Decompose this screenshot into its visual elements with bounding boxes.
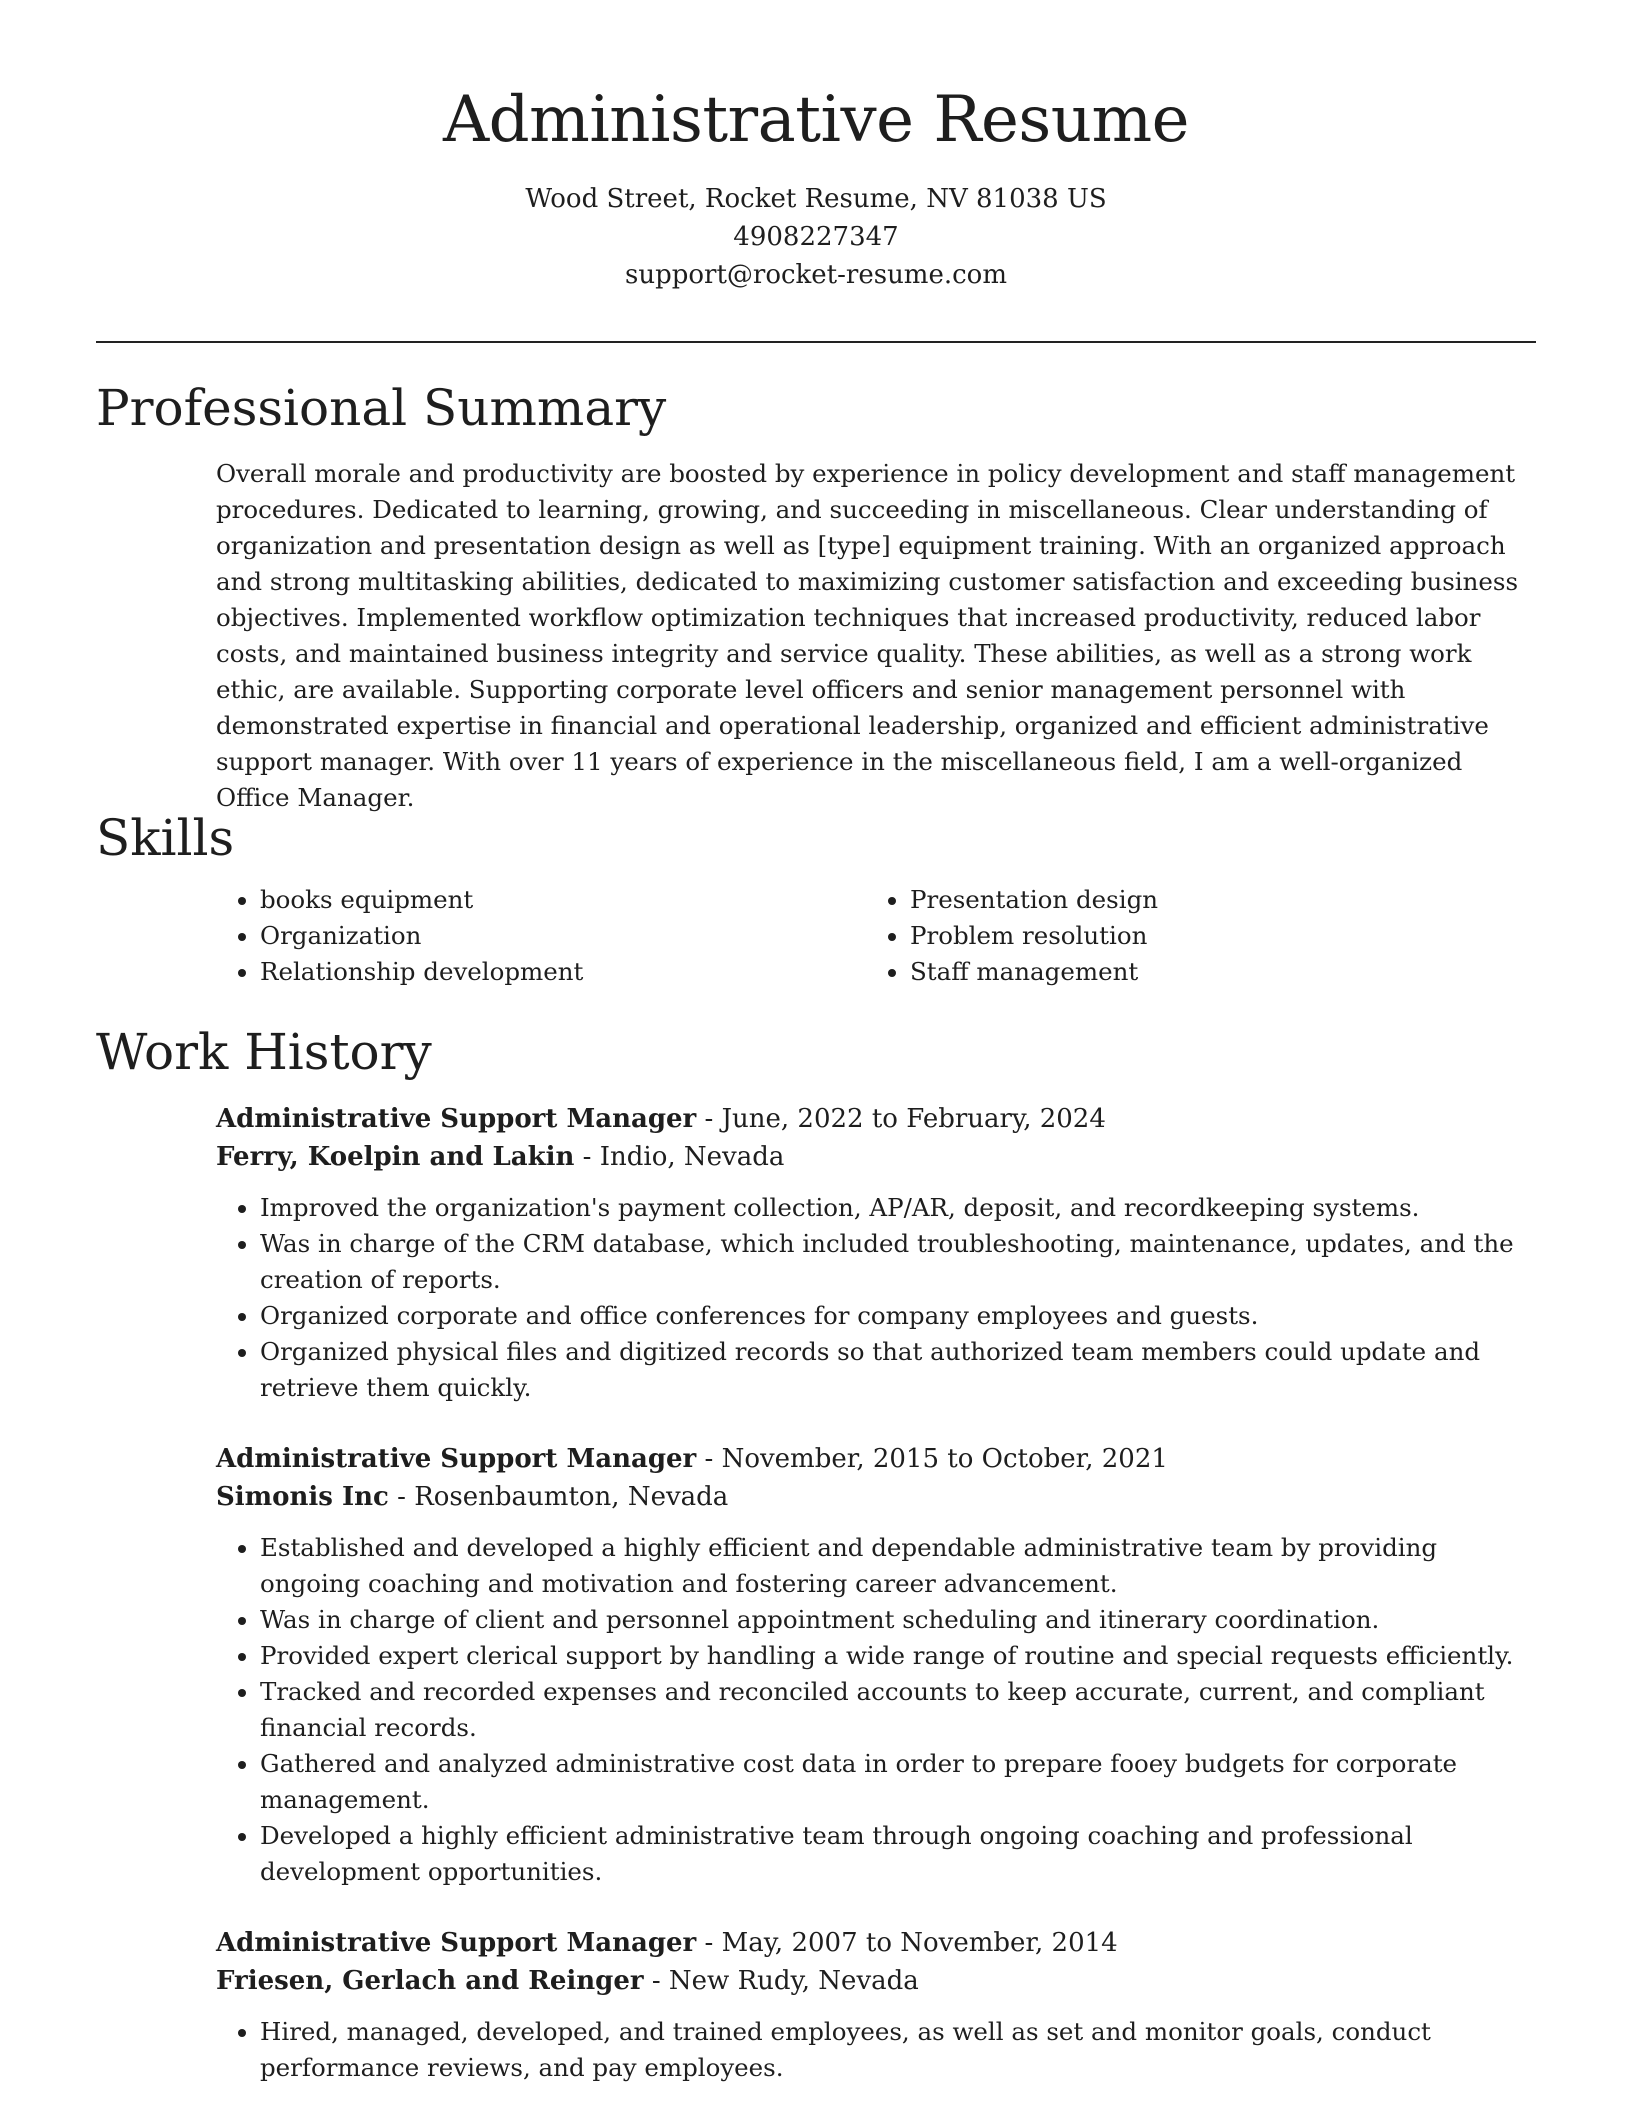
- header-divider: [96, 341, 1536, 343]
- skills-heading: Skills: [96, 809, 235, 867]
- job-title-line: Administrative Support Manager - November, 2015 to October, 2021: [216, 1444, 1168, 1474]
- summary-text: Overall morale and productivity are boosted by experience in policy development and staff management procedures. Dedicated to learning, growing, and succeeding in miscellaneous. Clear understanding of organization and presentation design as well as [type] equipment training. With an organized approach and strong multitasking abilities, dedicated to maximizing customer satisfaction and exceeding business objectives. Implemented workflow optimization techniques that increased productivity, reduced labor costs, and maintained business integrity and service quality. These abilities, as well as a strong work ethic, are available. Supporting corporate level officers and senior management personnel with demonstrated expertise in financial and operational leadership, organized and efficient administrative support manager. With over 11 years of experience in the miscellaneous field, I am a well-organized Office Manager.: [216, 459, 1519, 812]
- job-entry: [216, 1440, 1536, 1890]
- summary-heading: Professional Summary: [96, 379, 667, 437]
- job-bullets: [216, 1530, 1536, 1890]
- work-heading: Work History: [96, 1023, 432, 1081]
- skills-list-left: [216, 882, 866, 990]
- skills-grid: [216, 882, 1536, 990]
- job-bullet: • Gathered and analyzed administrative cost data in order to prepare fooey budgets for corporate management.: [260, 1746, 1536, 1818]
- job-location: Rosenbaumton, Nevada: [414, 1482, 729, 1512]
- skills-list-right: [866, 882, 1516, 990]
- job-company-line: Friesen, Gerlach and Reinger - New Rudy, Nevada: [216, 1966, 919, 1996]
- job-company: Friesen, Gerlach and Reinger: [216, 1966, 644, 1996]
- job-bullet: • Organized physical files and digitized records so that authorized team members could update and retrieve them quickly.: [260, 1334, 1536, 1406]
- job-location: New Rudy, Nevada: [668, 1966, 919, 1996]
- job-entry: [216, 1100, 1536, 1406]
- job-entry: [216, 1924, 1536, 2086]
- job-bullet: • Established and developed a highly efficient and dependable administrative team by providing ongoing coaching and motivation and fostering career advancement.: [260, 1530, 1536, 1602]
- job-bullet: • Organized corporate and office conferences for company employees and guests.: [260, 1298, 1536, 1334]
- skills-section: [96, 808, 1536, 990]
- job-company: Ferry, Koelpin and Lakin: [216, 1142, 575, 1172]
- job-title: Administrative Support Manager: [216, 1104, 697, 1134]
- job-bullet: • Was in charge of the CRM database, which included troubleshooting, maintenance, updates, and the creation of reports.: [260, 1226, 1536, 1298]
- job-title-line: Administrative Support Manager - June, 2022 to February, 2024: [216, 1104, 1106, 1134]
- skill-item: • Organization: [260, 918, 866, 954]
- contact-block: [0, 180, 1632, 294]
- job-bullet: • Hired, managed, developed, and trained employees, as well as set and monitor goals, conduct performance reviews, and pay employees.: [260, 2014, 1536, 2086]
- job-bullet: • Was in charge of client and personnel appointment scheduling and itinerary coordination.: [260, 1602, 1536, 1638]
- job-company-line: Ferry, Koelpin and Lakin - Indio, Nevada: [216, 1142, 785, 1172]
- job-dates: June, 2022 to February, 2024: [721, 1104, 1106, 1134]
- contact-email: support@rocket-resume.com: [624, 259, 1007, 290]
- skill-item: • Problem resolution: [910, 918, 1516, 954]
- job-dates: November, 2015 to October, 2021: [721, 1444, 1168, 1474]
- job-bullet: • Improved the organization's payment collection, AP/AR, deposit, and recordkeeping systems.: [260, 1190, 1536, 1226]
- skill-item: • Presentation design: [910, 882, 1516, 918]
- contact-address: Wood Street, Rocket Resume, NV 81038 US: [525, 183, 1107, 214]
- resume-header: [0, 0, 1632, 294]
- job-bullet: • Provided expert clerical support by handling a wide range of routine and special requests efficiently.: [260, 1638, 1536, 1674]
- job-title: Administrative Support Manager: [216, 1444, 697, 1474]
- job-bullets: [216, 2014, 1536, 2086]
- summary-section: [96, 378, 1536, 816]
- skill-item: • Relationship development: [260, 954, 866, 990]
- skill-item: • Staff management: [910, 954, 1516, 990]
- job-title: Administrative Support Manager: [216, 1928, 697, 1958]
- resume-title: Administrative Resume: [442, 83, 1190, 157]
- job-bullets: [216, 1190, 1536, 1406]
- job-bullet: • Developed a highly efficient administrative team through ongoing coaching and professional development opportunities.: [260, 1818, 1536, 1890]
- job-dates: May, 2007 to November, 2014: [721, 1928, 1118, 1958]
- work-section: [96, 1022, 1536, 2086]
- job-company-line: Simonis Inc - Rosenbaumton, Nevada: [216, 1482, 729, 1512]
- job-bullet: • Tracked and recorded expenses and reconciled accounts to keep accurate, current, and compliant financial records.: [260, 1674, 1536, 1746]
- job-title-line: Administrative Support Manager - May, 2007 to November, 2014: [216, 1928, 1118, 1958]
- skill-item: • books equipment: [260, 882, 866, 918]
- job-location: Indio, Nevada: [599, 1142, 785, 1172]
- contact-phone: 4908227347: [733, 221, 899, 252]
- job-company: Simonis Inc: [216, 1482, 389, 1512]
